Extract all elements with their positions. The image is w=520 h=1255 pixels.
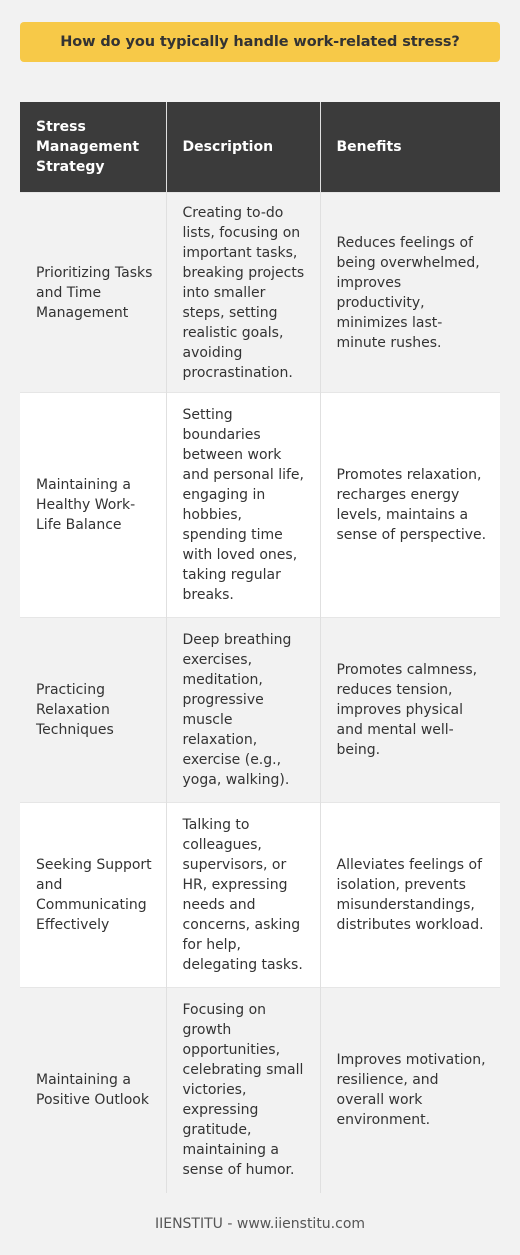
description-cell: Setting boundaries between work and personal life, engaging in hobbies, spending time with loved ones, taking regular breaks. [166, 393, 320, 618]
table-row [20, 393, 500, 618]
benefits-cell: Reduces feelings of being overwhelmed, improves productivity, minimizes last-minute rushes. [320, 193, 500, 393]
header-description: Description [166, 102, 320, 193]
strategy-cell: Prioritizing Tasks and Time Management [20, 193, 166, 393]
benefits-cell: Promotes relaxation, recharges energy levels, maintains a sense of perspective. [320, 393, 500, 618]
table-header-row [20, 102, 500, 193]
strategy-table [20, 102, 500, 1193]
description-cell: Talking to colleagues, supervisors, or HR, expressing needs and concerns, asking for help, delegating tasks. [166, 803, 320, 988]
benefits-cell: Improves motivation, resilience, and overall work environment. [320, 988, 500, 1193]
footer-credit: IIENSTITU - www.iienstitu.com [154, 1216, 366, 1232]
strategy-cell: Seeking Support and Communicating Effectively [20, 803, 166, 988]
description-cell: Focusing on growth opportunities, celebrating small victories, expressing gratitude, maintaining a sense of humor. [166, 988, 320, 1193]
table-row [20, 803, 500, 988]
page-title: How do you typically handle work-related stress? [60, 34, 460, 50]
header-benefits: Benefits [320, 102, 500, 193]
strategy-cell: Maintaining a Positive Outlook [20, 988, 166, 1193]
table-row [20, 193, 500, 393]
description-cell: Deep breathing exercises, meditation, progressive muscle relaxation, exercise (e.g., yoga, walking). [166, 618, 320, 803]
strategy-cell: Maintaining a Healthy Work-Life Balance [20, 393, 166, 618]
description-cell: Creating to-do lists, focusing on important tasks, breaking projects into smaller steps, setting realistic goals, avoiding procrastination. [166, 193, 320, 393]
benefits-cell: Alleviates feelings of isolation, prevents misunderstandings, distributes workload. [320, 803, 500, 988]
title-banner [20, 22, 500, 62]
table-row [20, 988, 500, 1193]
strategy-cell: Practicing Relaxation Techniques [20, 618, 166, 803]
header-strategy: Stress Management Strategy [20, 102, 166, 193]
benefits-cell: Promotes calmness, reduces tension, improves physical and mental well-being. [320, 618, 500, 803]
table-row [20, 618, 500, 803]
